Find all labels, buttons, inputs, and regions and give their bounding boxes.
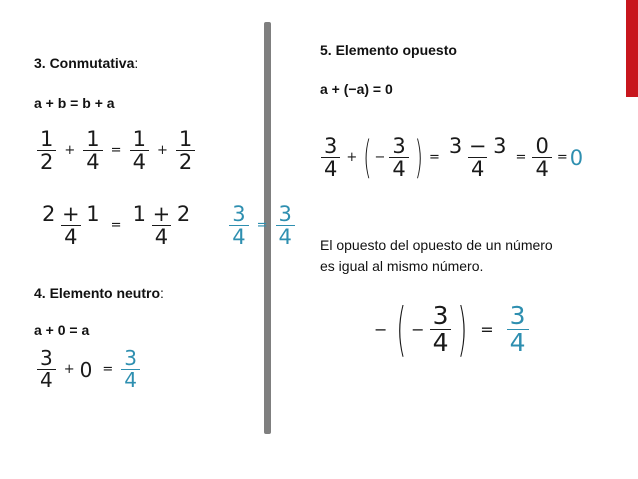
fraction: $\frac{3}{4}$: [389, 135, 408, 180]
fraction: $\frac{3}{4}$: [321, 135, 340, 180]
fraction: $\frac{3}{4}$: [276, 203, 295, 248]
minus-sign: −: [374, 150, 386, 166]
opuesto-description-line-1: El opuesto del opuesto de un número: [320, 237, 553, 253]
conmutativa-heading: [34, 55, 138, 71]
fraction: $\frac{1}{2}$: [37, 128, 56, 173]
left-paren: (: [396, 296, 407, 364]
opuesto-description: [320, 235, 553, 277]
equals-sign: =: [515, 150, 527, 166]
neutro-example: [34, 348, 143, 391]
zero: 0: [79, 357, 93, 382]
conmutativa-formula: a + b = b + a: [34, 95, 115, 111]
equals-sign: =: [556, 150, 568, 166]
right-paren: ): [457, 296, 468, 364]
neutro-title: 4. Elemento neutro: [34, 285, 161, 301]
equals-sign: =: [428, 150, 440, 166]
neutro-formula: a + 0 = a: [34, 322, 90, 338]
fraction: $\frac{3}{4}$: [229, 203, 248, 248]
minus-sign: −: [374, 320, 388, 340]
fraction: $\frac{3}{4}$: [507, 303, 529, 357]
right-paren: ): [414, 132, 423, 183]
opuesto-example-2: [374, 296, 532, 364]
fraction: $\frac{3}{4}$: [121, 348, 140, 391]
equals-sign: =: [110, 143, 122, 159]
fraction: $\frac{3 - 3}{4}$: [448, 134, 507, 182]
equals-sign: =: [110, 218, 122, 234]
opuesto-formula: a + (−a) = 0: [320, 81, 393, 97]
neutro-title-colon: :: [160, 285, 164, 301]
plus-sign: +: [346, 150, 358, 166]
opuesto-title: 5. Elemento opuesto: [320, 42, 457, 58]
opuesto-description-line-2: es igual al mismo número.: [320, 258, 484, 274]
fraction: $\frac{0}{4}$: [532, 135, 551, 180]
opuesto-example: [318, 132, 584, 183]
fraction: $\frac{1 + 2}{4}$: [132, 202, 191, 250]
left-paren: (: [363, 132, 372, 183]
plus-sign: +: [63, 362, 75, 377]
fraction: $\frac{3}{4}$: [430, 303, 452, 357]
fraction: $\frac{1}{4}$: [83, 128, 102, 173]
neutro-heading: [34, 285, 164, 301]
result-zero: 0: [569, 145, 584, 170]
minus-sign: −: [411, 320, 425, 340]
fraction: $\frac{3}{4}$: [37, 348, 56, 391]
accent-bar: [626, 0, 638, 97]
fraction: $\frac{2 + 1}{4}$: [42, 202, 100, 250]
equals-sign: =: [256, 218, 268, 234]
equals-sign: =: [102, 362, 114, 377]
plus-sign: +: [64, 143, 76, 159]
conmutativa-title-colon: :: [134, 55, 139, 71]
fraction: $\frac{1}{2}$: [176, 128, 195, 173]
conmutativa-title: 3. Conmutativa: [34, 55, 135, 71]
equals-sign: =: [480, 320, 494, 340]
conmutativa-example-1: [34, 128, 198, 173]
fraction: $\frac{1}{4}$: [130, 128, 149, 173]
plus-sign: +: [156, 143, 168, 159]
conmutativa-example-2: [36, 203, 298, 248]
